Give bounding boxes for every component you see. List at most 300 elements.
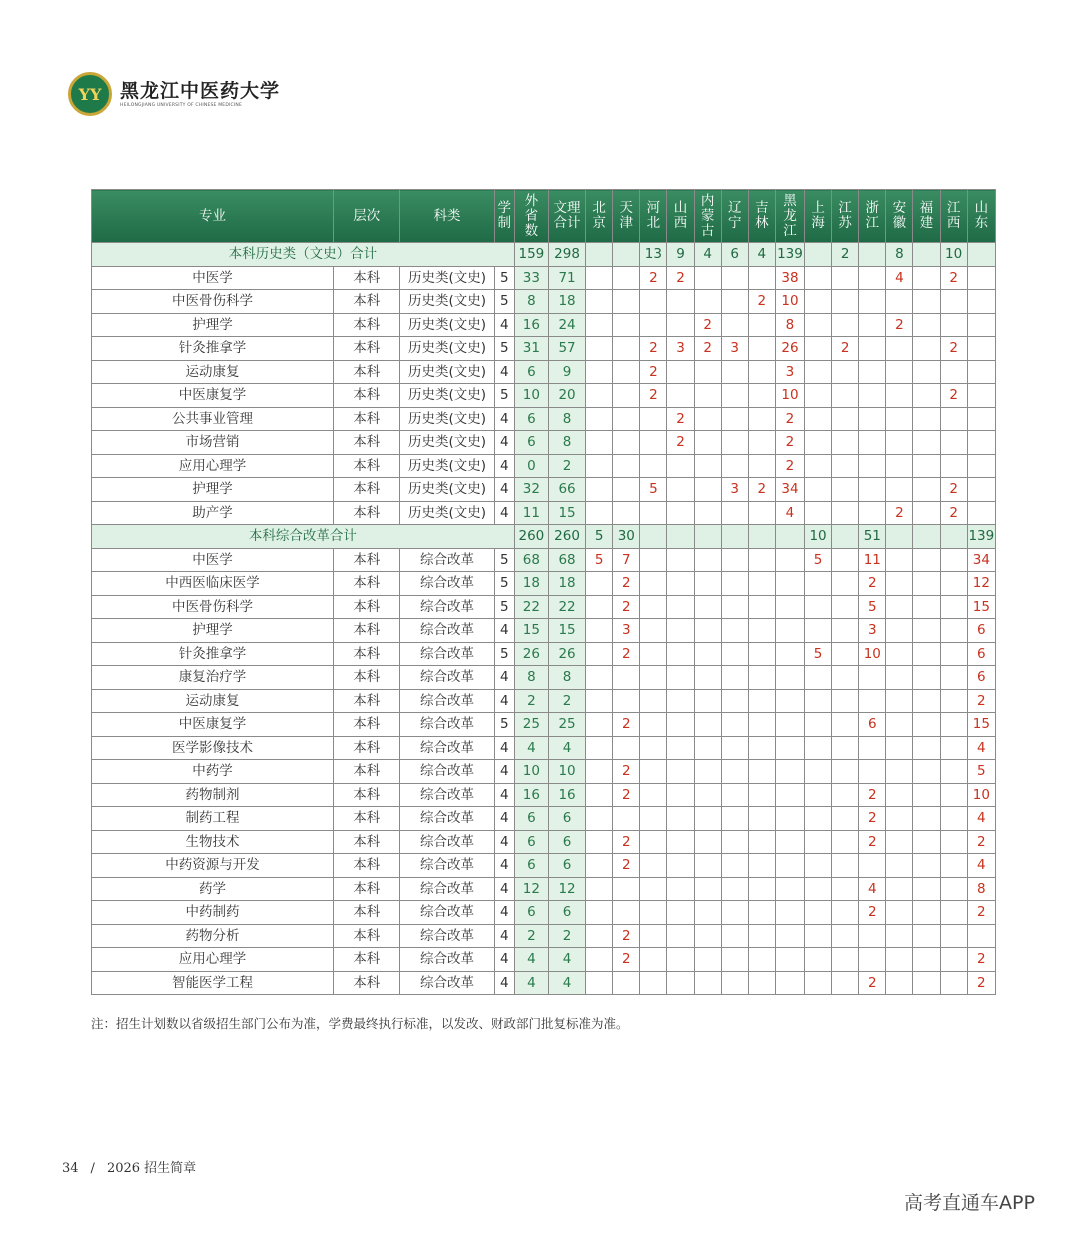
province-count: [586, 572, 613, 596]
province-count: 4: [775, 501, 804, 525]
summary-province-count: [667, 525, 694, 549]
table-row: [92, 313, 996, 337]
outside-province-count: 8: [514, 290, 548, 314]
summary-province-count: 4: [748, 243, 775, 267]
subject-category: 综合改革: [400, 760, 494, 784]
province-count: [913, 266, 940, 290]
study-years: 4: [494, 736, 514, 760]
province-count: [640, 548, 667, 572]
province-count: [886, 901, 913, 925]
province-count: [913, 407, 940, 431]
province-count: 2: [967, 971, 995, 995]
province-count: [667, 783, 694, 807]
province-count: [586, 454, 613, 478]
major-name: 智能医学工程: [92, 971, 334, 995]
province-count: 3: [775, 360, 804, 384]
province-count: [967, 266, 995, 290]
header-category: 科类: [400, 190, 494, 243]
province-count: [775, 736, 804, 760]
study-years: 5: [494, 572, 514, 596]
province-count: 2: [940, 384, 967, 408]
table-row: [92, 384, 996, 408]
province-count: 2: [613, 854, 640, 878]
subject-category: 历史类(文史): [400, 407, 494, 431]
province-count: [721, 736, 748, 760]
province-count: [886, 454, 913, 478]
summary-outside-count: 159: [514, 243, 548, 267]
province-count: [859, 454, 886, 478]
province-count: [613, 384, 640, 408]
province-count: [613, 454, 640, 478]
province-count: 2: [613, 713, 640, 737]
province-count: [667, 971, 694, 995]
table-row: [92, 431, 996, 455]
province-count: [832, 501, 859, 525]
province-count: [694, 830, 721, 854]
province-count: [694, 572, 721, 596]
province-count: [832, 736, 859, 760]
province-count: [913, 666, 940, 690]
province-count: [748, 642, 775, 666]
province-count: [721, 619, 748, 643]
province-count: [721, 360, 748, 384]
province-count: [913, 337, 940, 361]
university-logo: [68, 72, 280, 116]
province-count: [667, 595, 694, 619]
province-count: 2: [967, 948, 995, 972]
study-years: 4: [494, 971, 514, 995]
province-count: [586, 407, 613, 431]
province-count: [694, 783, 721, 807]
province-count: [667, 642, 694, 666]
outside-province-count: 10: [514, 384, 548, 408]
province-count: [667, 901, 694, 925]
province-count: [859, 948, 886, 972]
province-count: [775, 924, 804, 948]
province-count: [913, 595, 940, 619]
province-count: [721, 431, 748, 455]
province-count: [613, 290, 640, 314]
province-count: 11: [859, 548, 886, 572]
study-years: 4: [494, 760, 514, 784]
province-count: [667, 548, 694, 572]
province-count: [748, 901, 775, 925]
province-count: [721, 760, 748, 784]
province-count: [640, 689, 667, 713]
summary-province-count: [859, 243, 886, 267]
province-count: [694, 548, 721, 572]
total-count: 10: [548, 760, 585, 784]
province-count: [586, 666, 613, 690]
province-count: 2: [940, 337, 967, 361]
degree-level: 本科: [334, 877, 400, 901]
summary-province-count: 10: [940, 243, 967, 267]
province-count: [748, 760, 775, 784]
province-count: [640, 713, 667, 737]
province-count: [886, 384, 913, 408]
province-count: [667, 689, 694, 713]
summary-province-count: 5: [586, 525, 613, 549]
summary-province-count: [640, 525, 667, 549]
study-years: 4: [494, 501, 514, 525]
table-row: [92, 783, 996, 807]
province-count: [805, 360, 832, 384]
outside-province-count: 8: [514, 666, 548, 690]
province-count: [748, 431, 775, 455]
province-count: [748, 548, 775, 572]
total-count: 2: [548, 454, 585, 478]
province-count: [748, 454, 775, 478]
outside-province-count: 2: [514, 924, 548, 948]
province-count: 2: [613, 948, 640, 972]
outside-province-count: 16: [514, 783, 548, 807]
header-province: 内 蒙 古: [694, 190, 721, 243]
header-province: 浙 江: [859, 190, 886, 243]
province-count: [613, 807, 640, 831]
subject-category: 综合改革: [400, 736, 494, 760]
province-count: [748, 407, 775, 431]
province-count: [805, 877, 832, 901]
province-count: [667, 619, 694, 643]
province-count: [940, 548, 967, 572]
province-count: [805, 572, 832, 596]
major-name: 市场营销: [92, 431, 334, 455]
province-count: [613, 736, 640, 760]
total-count: 16: [548, 783, 585, 807]
province-count: [940, 924, 967, 948]
table-row: [92, 572, 996, 596]
province-count: [748, 595, 775, 619]
province-count: [913, 290, 940, 314]
province-count: [694, 595, 721, 619]
subject-category: 综合改革: [400, 807, 494, 831]
province-count: [859, 478, 886, 502]
province-count: [940, 854, 967, 878]
summary-province-count: [748, 525, 775, 549]
table-body: [92, 243, 996, 995]
major-name: 中药学: [92, 760, 334, 784]
province-count: [667, 713, 694, 737]
province-count: [913, 830, 940, 854]
summary-province-count: [586, 243, 613, 267]
page-number: 34: [62, 1161, 79, 1176]
province-count: 2: [640, 337, 667, 361]
province-count: [832, 783, 859, 807]
study-years: 4: [494, 830, 514, 854]
province-count: [640, 595, 667, 619]
table-row: [92, 924, 996, 948]
province-count: [913, 548, 940, 572]
province-count: 3: [859, 619, 886, 643]
province-count: 2: [613, 830, 640, 854]
province-count: [886, 478, 913, 502]
province-count: 34: [967, 548, 995, 572]
province-count: [940, 736, 967, 760]
subject-category: 综合改革: [400, 854, 494, 878]
province-count: [886, 948, 913, 972]
province-count: [586, 689, 613, 713]
study-years: 4: [494, 619, 514, 643]
province-count: [640, 501, 667, 525]
subject-category: 综合改革: [400, 901, 494, 925]
degree-level: 本科: [334, 478, 400, 502]
province-count: [832, 854, 859, 878]
province-count: [832, 360, 859, 384]
province-count: [859, 360, 886, 384]
province-count: [640, 924, 667, 948]
province-count: 2: [748, 478, 775, 502]
province-count: [913, 431, 940, 455]
province-count: [640, 642, 667, 666]
table-row: [92, 290, 996, 314]
province-count: [886, 290, 913, 314]
outside-province-count: 25: [514, 713, 548, 737]
major-name: 针灸推拿学: [92, 337, 334, 361]
subject-category: 历史类(文史): [400, 431, 494, 455]
province-count: [859, 689, 886, 713]
table-row: [92, 337, 996, 361]
table-row: [92, 478, 996, 502]
province-count: [694, 431, 721, 455]
province-count: [940, 454, 967, 478]
province-count: 2: [748, 290, 775, 314]
province-count: [805, 971, 832, 995]
province-count: [886, 431, 913, 455]
province-count: [640, 901, 667, 925]
province-count: [613, 313, 640, 337]
province-count: [940, 595, 967, 619]
outside-province-count: 0: [514, 454, 548, 478]
province-count: [775, 854, 804, 878]
province-count: [694, 924, 721, 948]
header-province: 江 西: [940, 190, 967, 243]
province-count: [586, 313, 613, 337]
subject-category: 历史类(文史): [400, 266, 494, 290]
outside-province-count: 15: [514, 619, 548, 643]
degree-level: 本科: [334, 384, 400, 408]
province-count: 34: [775, 478, 804, 502]
province-count: [805, 478, 832, 502]
header-province: 天 津: [613, 190, 640, 243]
province-count: [805, 407, 832, 431]
subject-category: 综合改革: [400, 619, 494, 643]
province-count: [586, 619, 613, 643]
summary-province-count: 139: [967, 525, 995, 549]
province-count: 2: [859, 971, 886, 995]
subject-category: 综合改革: [400, 595, 494, 619]
outside-province-count: 4: [514, 971, 548, 995]
province-count: [775, 877, 804, 901]
province-count: [640, 807, 667, 831]
province-count: [775, 619, 804, 643]
total-count: 8: [548, 431, 585, 455]
province-count: [940, 901, 967, 925]
province-count: [694, 877, 721, 901]
degree-level: 本科: [334, 689, 400, 713]
province-count: 3: [667, 337, 694, 361]
province-count: [913, 877, 940, 901]
province-count: [613, 901, 640, 925]
province-count: 5: [967, 760, 995, 784]
major-name: 药物制剂: [92, 783, 334, 807]
table-row: [92, 666, 996, 690]
table-row: [92, 266, 996, 290]
province-count: 2: [640, 266, 667, 290]
province-count: 38: [775, 266, 804, 290]
province-count: [832, 313, 859, 337]
province-count: [913, 313, 940, 337]
province-count: [748, 807, 775, 831]
header-province: 福 建: [913, 190, 940, 243]
province-count: [913, 384, 940, 408]
header-province: 上 海: [805, 190, 832, 243]
province-count: [721, 948, 748, 972]
header-province: 山 东: [967, 190, 995, 243]
province-count: [586, 760, 613, 784]
province-count: [832, 901, 859, 925]
province-count: [667, 290, 694, 314]
province-count: [613, 666, 640, 690]
province-count: [805, 830, 832, 854]
province-count: [586, 901, 613, 925]
province-count: [694, 760, 721, 784]
summary-total-count: 260: [548, 525, 585, 549]
province-count: 2: [967, 689, 995, 713]
university-emblem-icon: YY: [68, 72, 112, 116]
total-count: 71: [548, 266, 585, 290]
province-count: [859, 431, 886, 455]
province-count: [640, 877, 667, 901]
subject-category: 历史类(文史): [400, 478, 494, 502]
province-count: 7: [613, 548, 640, 572]
summary-province-count: [721, 525, 748, 549]
province-count: [667, 877, 694, 901]
province-count: [748, 689, 775, 713]
degree-level: 本科: [334, 431, 400, 455]
table-row: [92, 713, 996, 737]
total-count: 6: [548, 830, 585, 854]
province-count: [940, 971, 967, 995]
summary-province-count: [913, 243, 940, 267]
province-count: [748, 337, 775, 361]
province-count: 26: [775, 337, 804, 361]
province-count: [940, 760, 967, 784]
province-count: [886, 689, 913, 713]
degree-level: 本科: [334, 971, 400, 995]
province-count: [886, 595, 913, 619]
province-count: 5: [859, 595, 886, 619]
outside-province-count: 4: [514, 736, 548, 760]
subject-category: 综合改革: [400, 948, 494, 972]
province-count: [832, 548, 859, 572]
header-province: 安 徽: [886, 190, 913, 243]
total-count: 57: [548, 337, 585, 361]
province-count: [913, 689, 940, 713]
major-name: 中医学: [92, 548, 334, 572]
province-count: [832, 290, 859, 314]
outside-province-count: 6: [514, 830, 548, 854]
major-name: 中医康复学: [92, 384, 334, 408]
province-count: 2: [967, 830, 995, 854]
province-count: [967, 431, 995, 455]
province-count: 5: [805, 642, 832, 666]
outside-province-count: 10: [514, 760, 548, 784]
province-count: [859, 501, 886, 525]
province-count: [859, 337, 886, 361]
province-count: [667, 924, 694, 948]
total-count: 4: [548, 971, 585, 995]
major-name: 康复治疗学: [92, 666, 334, 690]
province-count: [721, 901, 748, 925]
province-count: [640, 619, 667, 643]
province-count: [613, 266, 640, 290]
outside-province-count: 31: [514, 337, 548, 361]
province-count: [694, 689, 721, 713]
total-count: 4: [548, 948, 585, 972]
degree-level: 本科: [334, 290, 400, 314]
province-count: [667, 948, 694, 972]
province-count: [586, 266, 613, 290]
province-count: [859, 290, 886, 314]
province-count: [586, 948, 613, 972]
province-count: 6: [967, 666, 995, 690]
table-row: [92, 877, 996, 901]
outside-province-count: 11: [514, 501, 548, 525]
major-name: 护理学: [92, 619, 334, 643]
header-province: 山 西: [667, 190, 694, 243]
university-name-cn: 黑龙江中医药大学: [120, 80, 281, 102]
province-count: [775, 971, 804, 995]
subject-category: 综合改革: [400, 548, 494, 572]
province-count: [859, 924, 886, 948]
province-count: [886, 760, 913, 784]
province-count: [640, 760, 667, 784]
province-count: [721, 854, 748, 878]
outside-province-count: 18: [514, 572, 548, 596]
province-count: 2: [940, 478, 967, 502]
province-count: 2: [940, 501, 967, 525]
table-row: [92, 971, 996, 995]
province-count: [805, 901, 832, 925]
province-count: 10: [775, 290, 804, 314]
province-count: [694, 266, 721, 290]
province-count: [832, 877, 859, 901]
major-name: 中西医临床医学: [92, 572, 334, 596]
province-count: [805, 689, 832, 713]
subject-category: 历史类(文史): [400, 454, 494, 478]
table-row: [92, 360, 996, 384]
total-count: 2: [548, 924, 585, 948]
province-count: 2: [640, 360, 667, 384]
province-count: [640, 666, 667, 690]
province-count: 2: [940, 266, 967, 290]
province-count: [775, 548, 804, 572]
study-years: 4: [494, 854, 514, 878]
province-count: [940, 830, 967, 854]
summary-province-count: [775, 525, 804, 549]
province-count: [967, 407, 995, 431]
province-count: [640, 948, 667, 972]
province-count: 4: [967, 854, 995, 878]
degree-level: 本科: [334, 548, 400, 572]
province-count: [886, 337, 913, 361]
summary-province-count: [886, 525, 913, 549]
province-count: [832, 572, 859, 596]
province-count: 2: [667, 431, 694, 455]
major-name: 针灸推拿学: [92, 642, 334, 666]
province-count: [748, 854, 775, 878]
province-count: [613, 971, 640, 995]
